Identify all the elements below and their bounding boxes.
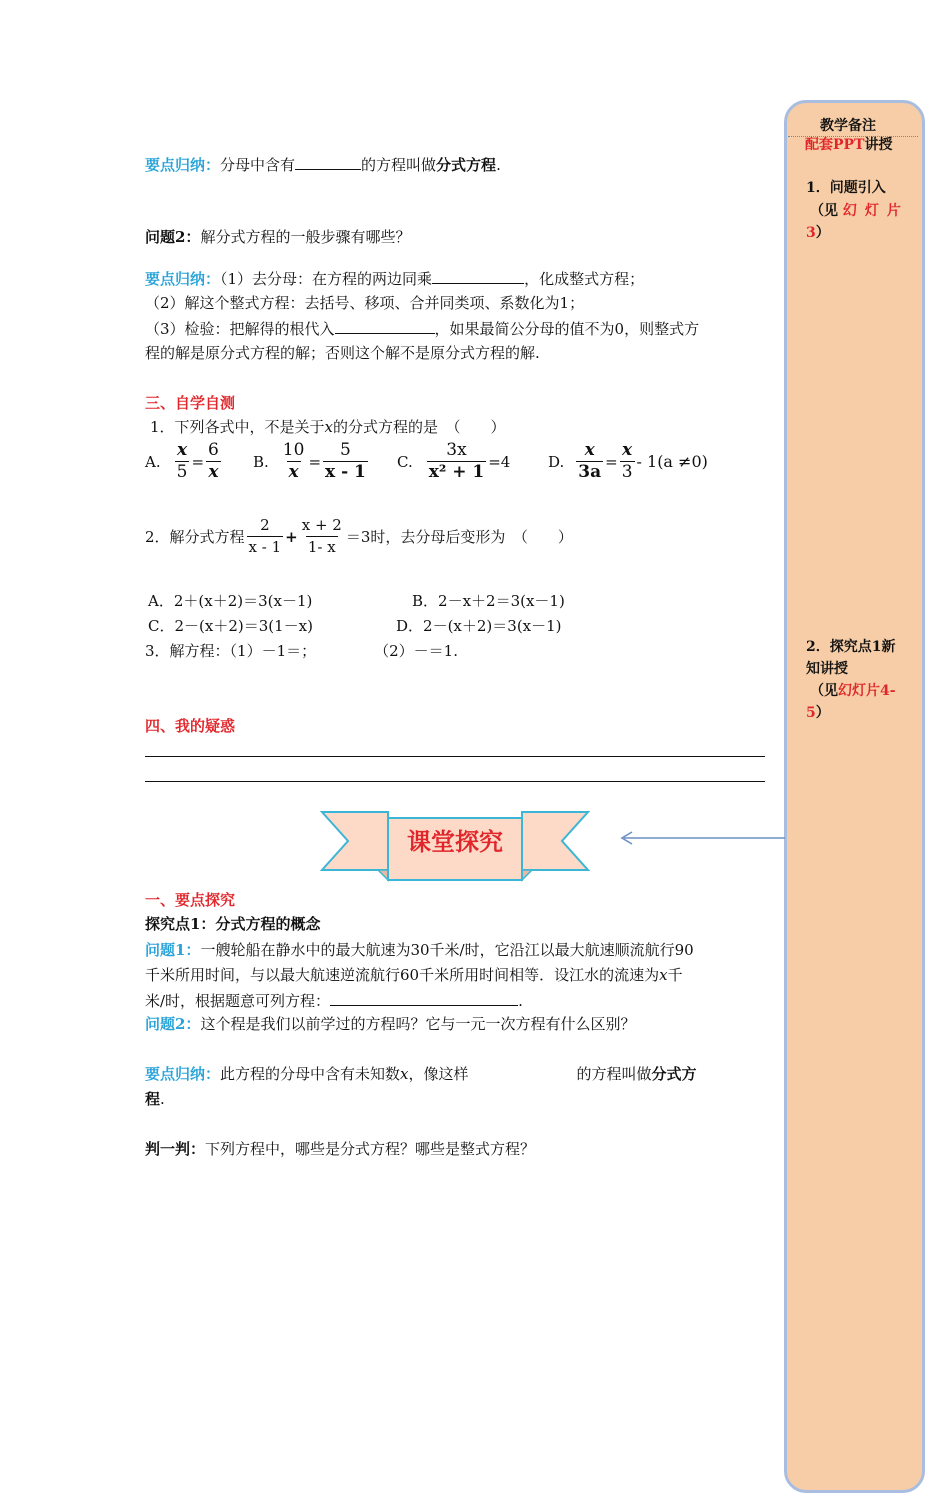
exercise-3: 3．解方程：（1）－1＝； （2）－＝1.: [145, 642, 458, 660]
arrow-left-icon: [610, 826, 786, 850]
exercise-1-option-c: C. $\frac{3x}{\text{x² + 1}}$ =4: [397, 440, 511, 482]
note-1-ref: （见 幻灯片: [810, 203, 909, 219]
exercise-2-option-a: A．2＋(x＋2)＝3(x－1): [148, 592, 313, 610]
exercise-1: 1．下列各式中，不是关于x的分式方程的是 （ ）: [150, 418, 506, 436]
exercise-2-option-d: D．2－(x＋2)＝3(x－1): [396, 617, 562, 635]
exercise-2-option-c: C．2－(x＋2)＝3(1－x): [148, 617, 313, 635]
note-2-slide: 5）: [806, 705, 830, 721]
section-3-title: 三、自学自测: [145, 394, 236, 412]
answer-line-1: [145, 756, 765, 757]
step-3: （3）检验：把解得的根代入 ，如果最简公分母的值不为0，则整式方: [145, 320, 700, 338]
explore-question-1-cont: 千米所用时间，与以最大航速逆流航行60千米所用时间相等．设江水的流速为x千: [145, 966, 683, 984]
section-4-title: 四、我的疑惑: [145, 717, 236, 735]
exercise-1-option-a: A. $\frac{x}{5}$ = $\frac{6}{x}$: [145, 440, 219, 482]
explore-question-1: 问题1：一艘轮船在静水中的最大航速为30千米/时，它沿江以最大航速顺流航行90: [145, 941, 694, 959]
note-1-title: 1．问题引入: [806, 180, 886, 196]
banner-title: 课堂探究: [407, 828, 503, 856]
exercise-1-option-d: D. $\frac{x}{3a}$ = $\frac{x}{3}$ - 1(a ≠0): [548, 440, 708, 482]
note-2-ref: （见幻灯片4-: [810, 683, 896, 699]
explore-point-1: 探究点1：分式方程的概念: [145, 915, 321, 933]
explore-question-1-equation: 米/时，根据题意可列方程： .: [145, 992, 523, 1010]
exercise-2: 2．解分式方程 $\frac{2}{x - 1}$ + $\frac{x + 2}{1- x}$ ＝3时，去分母后变形为 （ ）: [145, 516, 573, 556]
step-3-cont: 程的解是原分式方程的解；否则这个解不是原分式方程的解.: [145, 344, 540, 362]
note-2-title-cont: 知讲授: [806, 661, 848, 677]
judge-question: 判一判：下列方程中，哪些是分式方程？哪些是整式方程？: [145, 1140, 536, 1158]
sidebar-subtitle: 配套PPT讲授: [805, 137, 893, 153]
answer-line-2: [145, 781, 765, 782]
teaching-notes-sidebar: [784, 100, 925, 1493]
explore-section-title: 一、要点探究: [145, 891, 236, 909]
sidebar-title: 教学备注: [820, 118, 876, 134]
exercise-2-option-b: B．2－x＋2＝3(x－1): [412, 592, 565, 610]
note-1-slide: 3）: [806, 225, 830, 241]
explore-question-2: 问题2：这个程是我们以前学过的方程吗？它与一元一次方程有什么区别？: [145, 1015, 636, 1033]
step-2: （2）解这个整式方程：去括号、移项、合并同类项、系数化为1；: [145, 294, 585, 312]
explore-key-point-cont: 程.: [145, 1090, 165, 1108]
question-2: 问题2：解分式方程的一般步骤有哪些？: [145, 228, 411, 246]
step-1: 要点归纳：（1）去分母：在方程的两边同乘 ，化成整式方程；: [145, 270, 645, 288]
key-point-definition: 要点归纳：分母中含有 的方程叫做分式方程.: [145, 156, 501, 174]
exercise-1-option-b: B. $\frac{10}{x}$ = $\frac{5}{x - 1}$: [253, 440, 366, 482]
note-2-title: 2．探究点1新: [806, 639, 896, 655]
explore-key-point: 要点归纳：此方程的分母中含有未知数x，像这样 的方程叫做分式方: [145, 1065, 697, 1083]
